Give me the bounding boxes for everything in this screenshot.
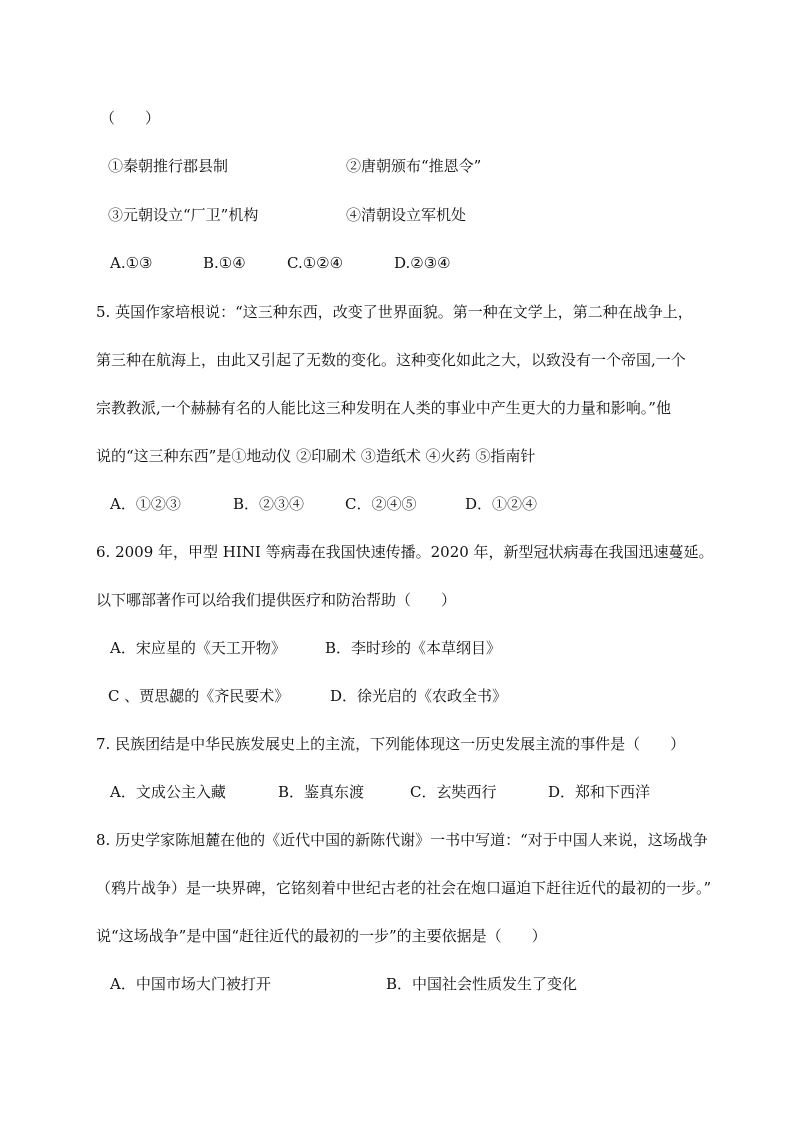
q4-items-row-2 <box>0 205 794 225</box>
q7-option-b: B．鉴真东渡 <box>278 783 365 801</box>
q4-stem-tail: （ ） <box>100 109 161 127</box>
q8-options <box>0 974 794 994</box>
q6-option-c: C 、贾思勰的《齐民要术》 <box>108 687 290 705</box>
q5-line-1: 5. 英国作家培根说：“这三种东西，改变了世界面貌。第一种在文学上，第二种在战争上， <box>96 303 693 321</box>
q4-items-row-1 <box>0 156 794 176</box>
q5-option-a: A．①②③ <box>110 495 181 513</box>
q4-options <box>0 253 794 273</box>
q7-option-c: C．玄奘西行 <box>410 783 497 801</box>
q6-line-2: 以下哪部著作可以给我们提供医疗和防治帮助（ ） <box>96 591 457 609</box>
q7-line-1: 7. 民族团结是中华民族发展史上的主流，下列能体现这一历史发展主流的事件是（ ） <box>96 735 686 753</box>
q5-option-b: B．②③④ <box>233 495 305 513</box>
q5-line-4: 说的“这三种东西”是①地动仪 ②印刷术 ③造纸术 ④火药 ⑤指南针 <box>96 447 536 465</box>
q6-options-row-1 <box>0 638 794 658</box>
q8-line-1: 8. 历史学家陈旭麓在他的《近代中国的新陈代谢》一书中写道：“对于中国人来说，这场战争 <box>96 831 708 849</box>
q6-option-a: A．宋应星的《天工开物》 <box>110 639 286 657</box>
q4-option-a: A.①③ <box>110 254 153 272</box>
q7-option-d: D．郑和下西洋 <box>548 783 651 801</box>
q4-option-c: C.①②④ <box>287 254 344 272</box>
q4-option-b: B.①④ <box>203 254 246 272</box>
q5-option-d: D．①②④ <box>465 495 538 513</box>
q6-options-row-2 <box>0 686 794 706</box>
q8-line-2: （鸦片战争）是一块界碑，它铭刻着中世纪古老的社会在炮口逼迫下赶往近代的最初的一步。” <box>96 879 712 897</box>
q5-option-c: C．②④⑤ <box>345 495 417 513</box>
q4-option-d: D.②③④ <box>394 254 451 272</box>
q4-item-3: ③元朝设立“厂卫”机构 <box>108 206 259 224</box>
q4-item-4: ④清朝设立军机处 <box>346 206 467 224</box>
q5-line-3: 宗教教派,一个赫赫有名的人能比这三种发明在人类的事业中产生更大的力量和影响。”他 <box>96 399 671 417</box>
q4-item-2: ②唐朝颁布“推恩令” <box>346 157 482 175</box>
q7-option-a: A．文成公主入藏 <box>110 783 226 801</box>
q8-line-3: 说“这场战争”是中国“赶往近代的最初的一步”的主要依据是（ ） <box>96 927 547 945</box>
q6-option-d: D．徐光启的《农政全书》 <box>330 687 508 705</box>
q8-option-a: A．中国市场大门被打开 <box>110 975 271 993</box>
q4-item-1: ①秦朝推行郡县制 <box>108 157 229 175</box>
q6-option-b: B．李时珍的《本草纲目》 <box>325 639 502 657</box>
q8-option-b: B．中国社会性质发生了变化 <box>386 975 578 993</box>
q5-options <box>0 494 794 514</box>
q6-line-1: 6. 2009 年，甲型 HINI 等病毒在我国快速传播。2020 年，新型冠状病毒在我国迅速蔓延。 <box>96 543 714 561</box>
q7-options <box>0 782 794 802</box>
q5-line-2: 第三种在航海上，由此又引起了无数的变化。这种变化如此之大，以致没有一个帝国,一个 <box>96 351 686 369</box>
